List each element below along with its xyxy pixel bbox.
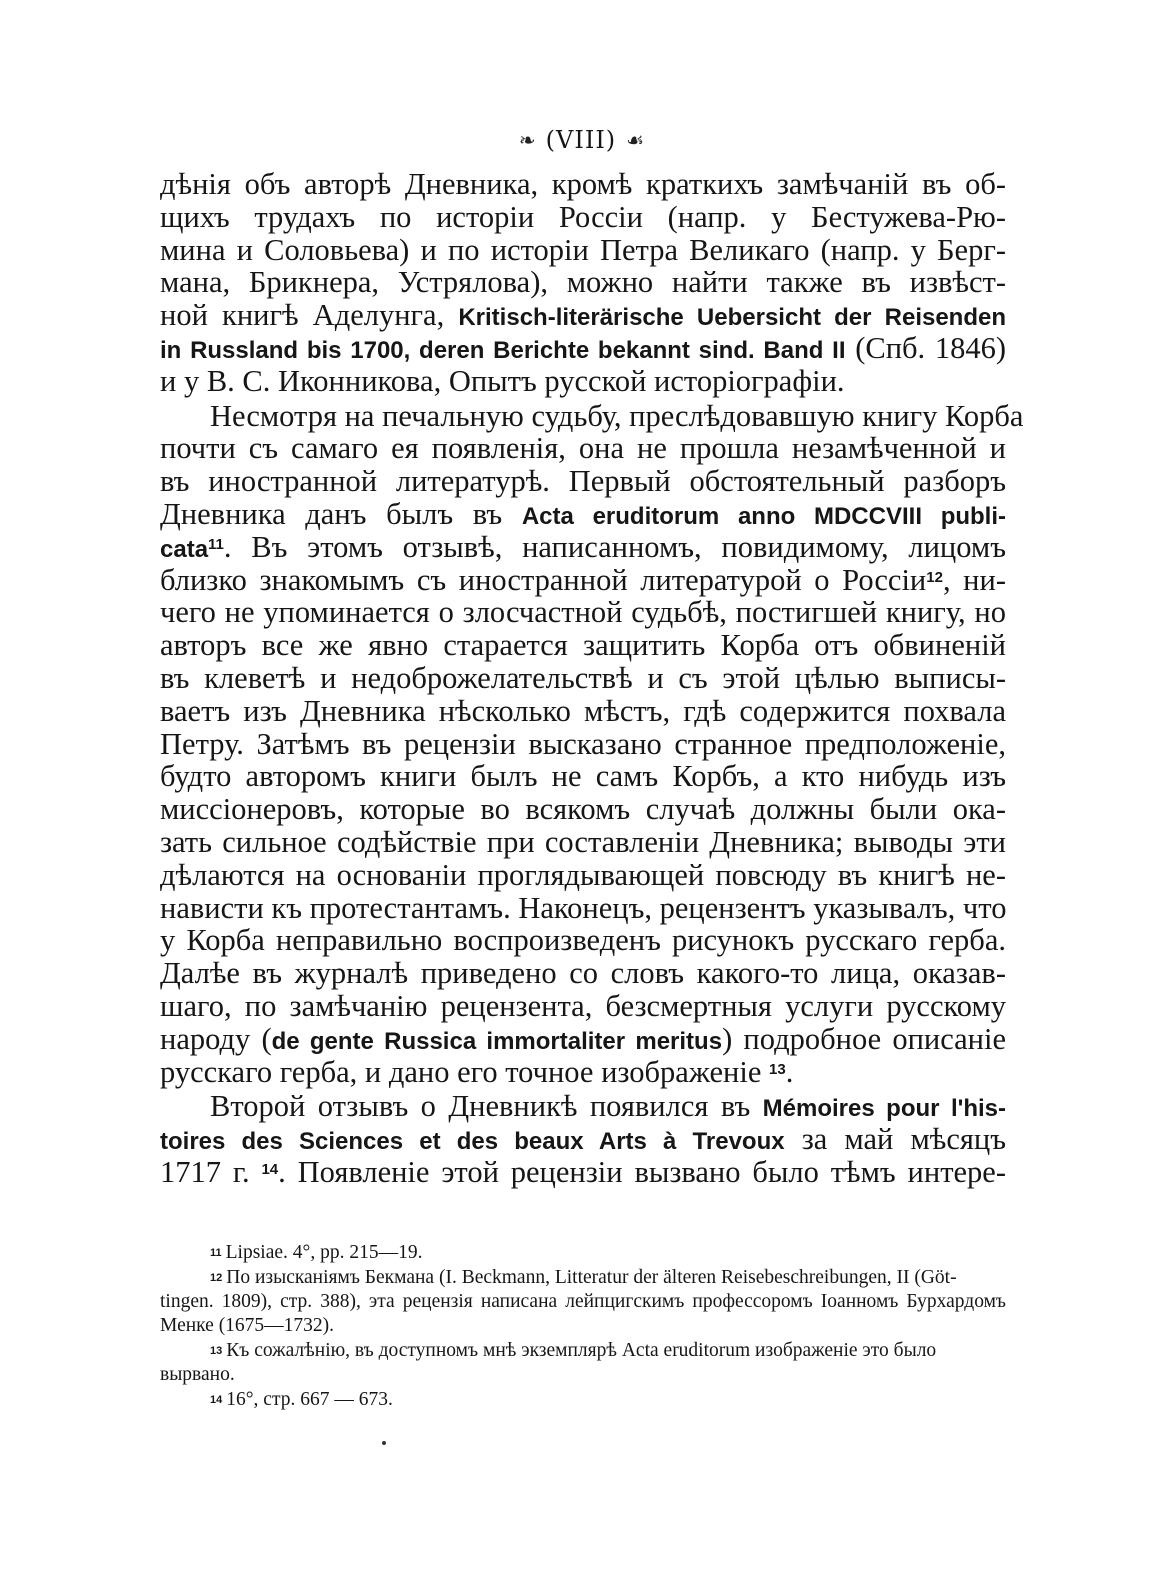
text-segment: ) подробное описаніе — [722, 1021, 1007, 1056]
text-line: и у В. С. Иконникова, Опытъ русской исторіографіи. — [160, 363, 845, 398]
footnote-number: 14 — [210, 1394, 223, 1406]
text-line: миссіонеровъ, которые во всякомъ случаѣ должны были ока- — [160, 792, 1006, 827]
text-line: почти съ самаго ея появленія, она не прошла незамѣченной и — [160, 431, 1006, 466]
text-line: мана, Брикнера, Устрялова), можно найти также въ извѣст- — [160, 265, 1006, 300]
footnote-line: Менке (1675—1732). — [160, 1315, 335, 1336]
text-line — [160, 1156, 1006, 1189]
footnote-line: вырвано. — [160, 1364, 235, 1385]
right-ornament-icon: ☙ — [626, 128, 645, 152]
text-segment: (Спб. 1846) — [855, 330, 1007, 365]
text-line: Петру. Затѣмъ въ рецензіи высказано странное предположеніе, — [160, 726, 1006, 761]
book-title: Kritisch-literärische Uebersicht der Reisenden — [458, 304, 1007, 332]
text-line — [160, 332, 1006, 365]
paragraph-start: Несмотря на печальную судьбу, преслѣдовавшую книгу Корба — [210, 398, 1024, 433]
footnote-text: 16°, стр. 667 — 673. — [226, 1389, 393, 1410]
text-line: въ клеветѣ и недоброжелательствѣ и съ этой цѣлью выписы- — [160, 660, 1006, 695]
text-segment: русскаго герба, и дано его точное изображеніе — [160, 1054, 762, 1089]
footnote-number: 12 — [210, 1272, 223, 1284]
page-header — [0, 120, 1163, 160]
footnote-text: Lipsiae. 4°, pp. 215—19. — [225, 1242, 423, 1263]
footnote-text: По изысканіямъ Бекмана (I. Beckmann, Litteratur der älteren Reisebeschreibungen, II (Göt- — [226, 1267, 957, 1288]
footnote-13 — [160, 1339, 1006, 1363]
footnote-ref: 11 — [208, 535, 224, 553]
text-line — [160, 498, 1006, 531]
footnote-11 — [160, 1241, 1006, 1265]
footnote-12 — [160, 1266, 1006, 1290]
text-line — [160, 564, 1006, 597]
latin-phrase: de gente Russica immortaliter meritus — [271, 1027, 723, 1055]
footnote-ref: 12 — [926, 568, 943, 586]
text-line — [160, 1023, 1006, 1056]
text-line: дѣлаются на основаніи проглядывающей повсюду въ книгѣ не- — [160, 857, 1006, 892]
text-segment: ной книгѣ Аделунга, — [160, 298, 445, 333]
page-number: (VIII) — [545, 126, 617, 154]
text-segment: , ни- — [942, 562, 1006, 597]
text-line: ваетъ изъ Дневника нѣсколько мѣстъ, гдѣ содержится похвала — [160, 693, 1006, 728]
footnote-number: 13 — [210, 1345, 223, 1357]
footnote-line: tingen. 1809), стр. 388), эта рецензія написана лейпцигскимъ профессоромъ Іоанномъ Бурхардомъ — [160, 1291, 1006, 1312]
journal-title: Mémoires pour l'his- — [762, 1095, 1006, 1123]
text-line: въ иностранной литературѣ. Первый обстоятельный разборъ — [160, 464, 1006, 499]
text-segment: Второй отзывъ о Дневникѣ появился въ — [210, 1089, 751, 1124]
footnote-number: 11 — [210, 1247, 222, 1259]
print-speck — [382, 1441, 386, 1445]
footnote-ref: 13 — [769, 1060, 786, 1078]
journal-title: Acta eruditorum anno MDCCVIII publi- — [521, 502, 1007, 530]
text-segment: . — [785, 1054, 794, 1089]
text-segment: за май мѣсяцъ — [801, 1122, 1007, 1157]
text-segment: близко знакомымъ съ иностранной литературой о Россіи — [160, 562, 927, 597]
text-line: щихъ трудахъ по исторіи Россіи (напр. у Бестужева-Рю- — [160, 199, 1006, 234]
text-segment: . Появленіе этой рецензіи вызвано было тѣмъ интере- — [278, 1154, 1007, 1189]
text-line — [160, 1056, 1006, 1089]
text-segment: . Въ этомъ отзывѣ, написанномъ, повидимому, лицомъ — [223, 529, 1006, 564]
text-line: зать сильное содѣйствіе при составленіи Дневника; выводы эти — [160, 824, 1006, 859]
text-line — [160, 531, 1006, 564]
text-line — [160, 299, 1006, 332]
text-segment: 1717 г. — [160, 1154, 250, 1189]
text-line: Далѣе въ журналѣ приведено со словъ какого-то лица, оказав- — [160, 956, 1006, 991]
footnote-ref: 14 — [261, 1160, 279, 1178]
text-line: дѣнія объ авторѣ Дневника, кромѣ краткихъ замѣчаній въ об- — [160, 167, 1006, 201]
text-line: чего не упоминается о злосчастной судьбѣ, постигшей книгу, но — [160, 595, 1006, 630]
book-title: in Russland bis 1700, deren Berichte bekannt sind. Band II — [160, 336, 846, 364]
text-line: нависти къ протестантамъ. Наконецъ, рецензентъ указывалъ, что — [160, 890, 1007, 925]
paragraph-start — [160, 1090, 1006, 1123]
journal-title: cata — [160, 535, 209, 563]
text-line — [160, 1123, 1006, 1156]
text-line: авторъ все же явно старается защитить Корба отъ обвиненій — [160, 628, 1006, 663]
text-line: шаго, по замѣчанію рецензента, безсмертныя услуги русскому — [160, 988, 1006, 1023]
footnote-14 — [160, 1388, 1006, 1412]
text-segment: народу ( — [160, 1021, 272, 1056]
text-segment: Дневника данъ былъ въ — [160, 496, 503, 531]
text-line: будто авторомъ книги былъ не самъ Корбъ, а кто нибудь изъ — [160, 759, 1006, 794]
left-ornament-icon: ❧ — [518, 128, 536, 152]
text-line: у Корба неправильно воспроизведенъ рисунокъ русскаго герба. — [160, 923, 1006, 958]
text-line: мина и Соловьева) и по исторіи Петра Великаго (напр. у Берг- — [160, 232, 1006, 267]
footnotes — [160, 1241, 1006, 1412]
body-text — [160, 167, 1024, 1189]
journal-title: toires des Sciences et des beaux Arts à Trevoux — [160, 1128, 785, 1156]
footnote-text: Къ сожалѣнію, въ доступномъ мнѣ экземплярѣ Acta eruditorum изображеніе это было — [226, 1340, 937, 1361]
